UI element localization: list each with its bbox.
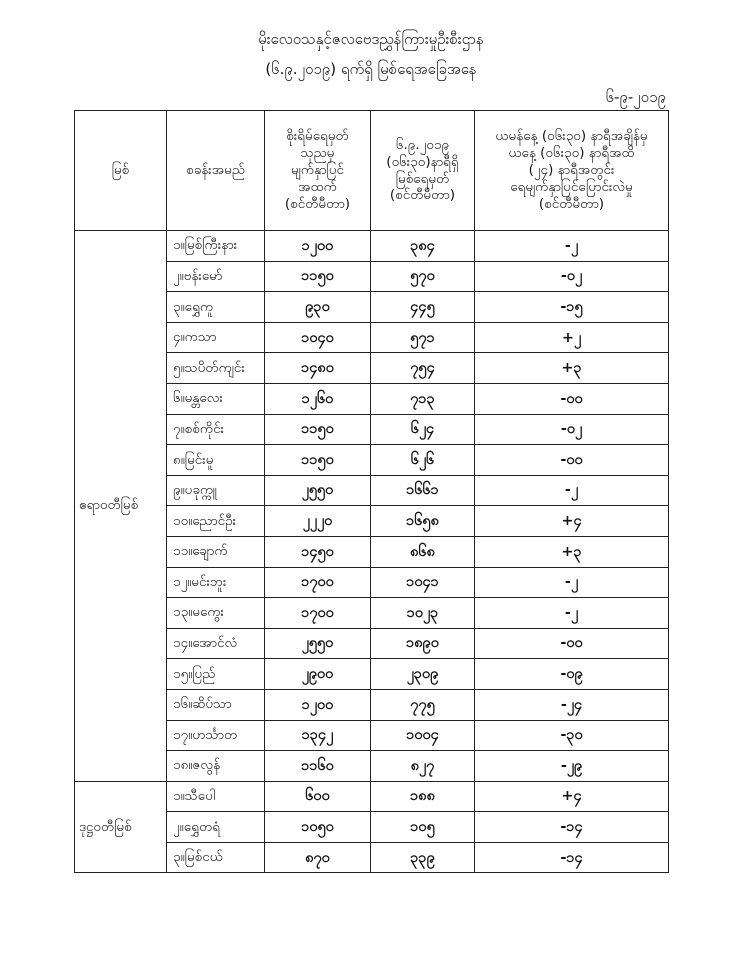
current-level-cell: ၇၇၅ (371, 689, 475, 720)
header-line: မျက်နှာပြင် (290, 162, 345, 179)
danger-level-cell: ၁၂၀၀ (265, 689, 371, 720)
current-level-cell: ၁၆၅၈ (371, 506, 475, 537)
change-cell: -၂ (475, 598, 669, 629)
danger-level-cell: ၁၁၆၀ (265, 751, 371, 782)
danger-level-cell: ၁၃၄၂ (265, 720, 371, 751)
header-danger-level (265, 111, 371, 231)
change-cell: -၂ (475, 475, 669, 506)
change-cell: -၀၂ (475, 414, 669, 445)
change-cell: -၀၉ (475, 659, 669, 690)
header-line: အထက် (298, 178, 337, 195)
danger-level-cell: ၆၀၀ (265, 781, 371, 812)
station-cell: ၁၃။မကွေး (167, 598, 265, 629)
current-level-cell: ၈၆၈ (371, 536, 475, 567)
header-line: (၀၆း၃၀)နာရီရှိ (386, 153, 459, 170)
river-name-cell: ဧရာဝတီမြစ် (75, 231, 167, 782)
header-line: ယမန်နေ့ (၀၆း၃၀) နာရီအချိန်မှ (495, 128, 648, 145)
change-cell: -၂၄ (475, 689, 669, 720)
station-cell: ၁၅။ပြည် (167, 659, 265, 690)
danger-level-cell: ၂၉၀၀ (265, 659, 371, 690)
change-cell: +၃ (475, 353, 669, 384)
change-cell: -၃၀ (475, 720, 669, 751)
current-level-cell: ၃၃၉ (371, 842, 475, 873)
table-body (75, 231, 669, 873)
change-cell: -၂ (475, 567, 669, 598)
danger-level-cell: ၁၂၆၀ (265, 383, 371, 414)
station-cell: ၁၆။ဆိပ်သာ (167, 689, 265, 720)
change-cell: -၁၄ (475, 812, 669, 843)
current-level-cell: ၂၃၀၉ (371, 659, 475, 690)
danger-level-cell: ၁၀၄၀ (265, 322, 371, 353)
danger-level-cell: ၉၃၀ (265, 292, 371, 323)
danger-level-cell: ၂၅၅၀ (265, 475, 371, 506)
current-level-cell: ၁၀၄၁ (371, 567, 475, 598)
change-cell: -၀၀ (475, 628, 669, 659)
station-cell: ၁၈။ဇလွန် (167, 751, 265, 782)
change-cell: +၄ (475, 781, 669, 812)
header-current-level (371, 111, 475, 231)
current-level-cell: ၄၄၅ (371, 292, 475, 323)
change-cell: -၁၄ (475, 842, 669, 873)
station-cell: ၅။သပိတ်ကျင်း (167, 353, 265, 384)
header-line: ရေမျက်နှာပြင်ပြောင်းလဲမှု (510, 178, 633, 195)
station-cell: ၁။သီပေါ (167, 781, 265, 812)
current-level-cell: ၁၀၅ (371, 812, 475, 843)
river-level-table (74, 110, 669, 873)
table-row (75, 781, 669, 812)
current-level-cell: ၁၈၉၀ (371, 628, 475, 659)
danger-level-cell: ၈၇၀ (265, 842, 371, 873)
header-line: စိုးရိမ်ရေမှတ် (286, 128, 349, 145)
change-cell: -၂၉ (475, 751, 669, 782)
danger-level-cell: ၁၄၈၀ (265, 353, 371, 384)
station-cell: ၁၂။မင်းဘူး (167, 567, 265, 598)
header-line: (စင်တီမီတာ) (538, 195, 605, 212)
header-river: မြစ် (75, 111, 167, 231)
current-level-cell: ၅၇၀ (371, 261, 475, 292)
station-cell: ၇။စစ်ကိုင်း (167, 414, 265, 445)
header-line: မြစ်ရေမှတ် (395, 170, 450, 187)
change-cell: -၂ (475, 231, 669, 262)
current-level-cell: ၁၀၀၄ (371, 720, 475, 751)
table-header-row (75, 111, 669, 231)
station-cell: ၃။ရွှေကူ (167, 292, 265, 323)
header-line: ၆.၉.၂၀၁၉ (395, 136, 450, 153)
current-level-cell: ၃၈၄ (371, 231, 475, 262)
current-level-cell: ၁၈၈ (371, 781, 475, 812)
station-cell: ၃။မြစ်ငယ် (167, 842, 265, 873)
danger-level-cell: ၁၁၅၀ (265, 261, 371, 292)
change-cell: -၀၀ (475, 383, 669, 414)
header-line: သုညမှ (300, 145, 335, 162)
current-level-cell: ၆၂၄ (371, 414, 475, 445)
danger-level-cell: ၂၅၅၀ (265, 628, 371, 659)
current-level-cell: ၁၆၆၁ (371, 475, 475, 506)
station-cell: ၈။မြင်းမူ (167, 445, 265, 476)
current-level-cell: ၆၂၆ (371, 445, 475, 476)
station-cell: ၂။ရွှေတရံ (167, 812, 265, 843)
page-title: မိုးလေဝသနှင့်ဇလဗေဒညွှန်ကြားမှုဦးစီးဌာန (258, 30, 484, 48)
river-name-cell: ဒုဋ္ဌဝတီမြစ် (75, 781, 167, 873)
change-cell: -၀၂ (475, 261, 669, 292)
header-line: (စင်တီမီတာ) (389, 187, 456, 204)
current-level-cell: ၁၀၂၃ (371, 598, 475, 629)
table-row (75, 231, 669, 262)
danger-level-cell: ၂၂၂၀ (265, 506, 371, 537)
station-cell: ၉။ပခုက္ကူ (167, 475, 265, 506)
danger-level-cell: ၁၇၀၀ (265, 598, 371, 629)
station-cell: ၁။မြစ်ကြီးနား (167, 231, 265, 262)
danger-level-cell: ၁၀၅၀ (265, 812, 371, 843)
change-cell: +၂ (475, 322, 669, 353)
station-cell: ၁၄။အောင်လံ (167, 628, 265, 659)
header-station: စခန်းအမည် (167, 111, 265, 231)
danger-level-cell: ၁၁၅၀ (265, 414, 371, 445)
report-date: ၆-၉-၂၀၁၉ (605, 88, 666, 106)
header-line: ယနေ့ (၀၆း၃၀) နာရီအထိ (508, 145, 635, 162)
danger-level-cell: ၁၄၅၀ (265, 536, 371, 567)
station-cell: ၁၀။ညောင်ဦး (167, 506, 265, 537)
current-level-cell: ၇၁၃ (371, 383, 475, 414)
danger-level-cell: ၁၂၀၀ (265, 231, 371, 262)
station-cell: ၁၇။ဟင်္သာတ (167, 720, 265, 751)
current-level-cell: ၈၂၇ (371, 751, 475, 782)
station-cell: ၂။ဗန်းမော် (167, 261, 265, 292)
header-line: (စင်တီမီတာ) (284, 195, 351, 212)
danger-level-cell: ၁၁၅၀ (265, 445, 371, 476)
current-level-cell: ၇၅၄ (371, 353, 475, 384)
station-cell: ၆။မန္တလေး (167, 383, 265, 414)
page-subtitle: (၆.၉.၂၀၁၉) ရက်ရှိ မြစ်ရေအခြေအနေ (265, 60, 477, 78)
change-cell: -၀၀ (475, 445, 669, 476)
station-cell: ၁၁။ချောက် (167, 536, 265, 567)
current-level-cell: ၅၇၁ (371, 322, 475, 353)
header-line: (၂၄) နာရီအတွင်း (528, 162, 615, 179)
station-cell: ၄။ကသာ (167, 322, 265, 353)
change-cell: +၄ (475, 506, 669, 537)
change-cell: -၁၅ (475, 292, 669, 323)
danger-level-cell: ၁၇၀၀ (265, 567, 371, 598)
header-change (475, 111, 669, 231)
change-cell: +၃ (475, 536, 669, 567)
